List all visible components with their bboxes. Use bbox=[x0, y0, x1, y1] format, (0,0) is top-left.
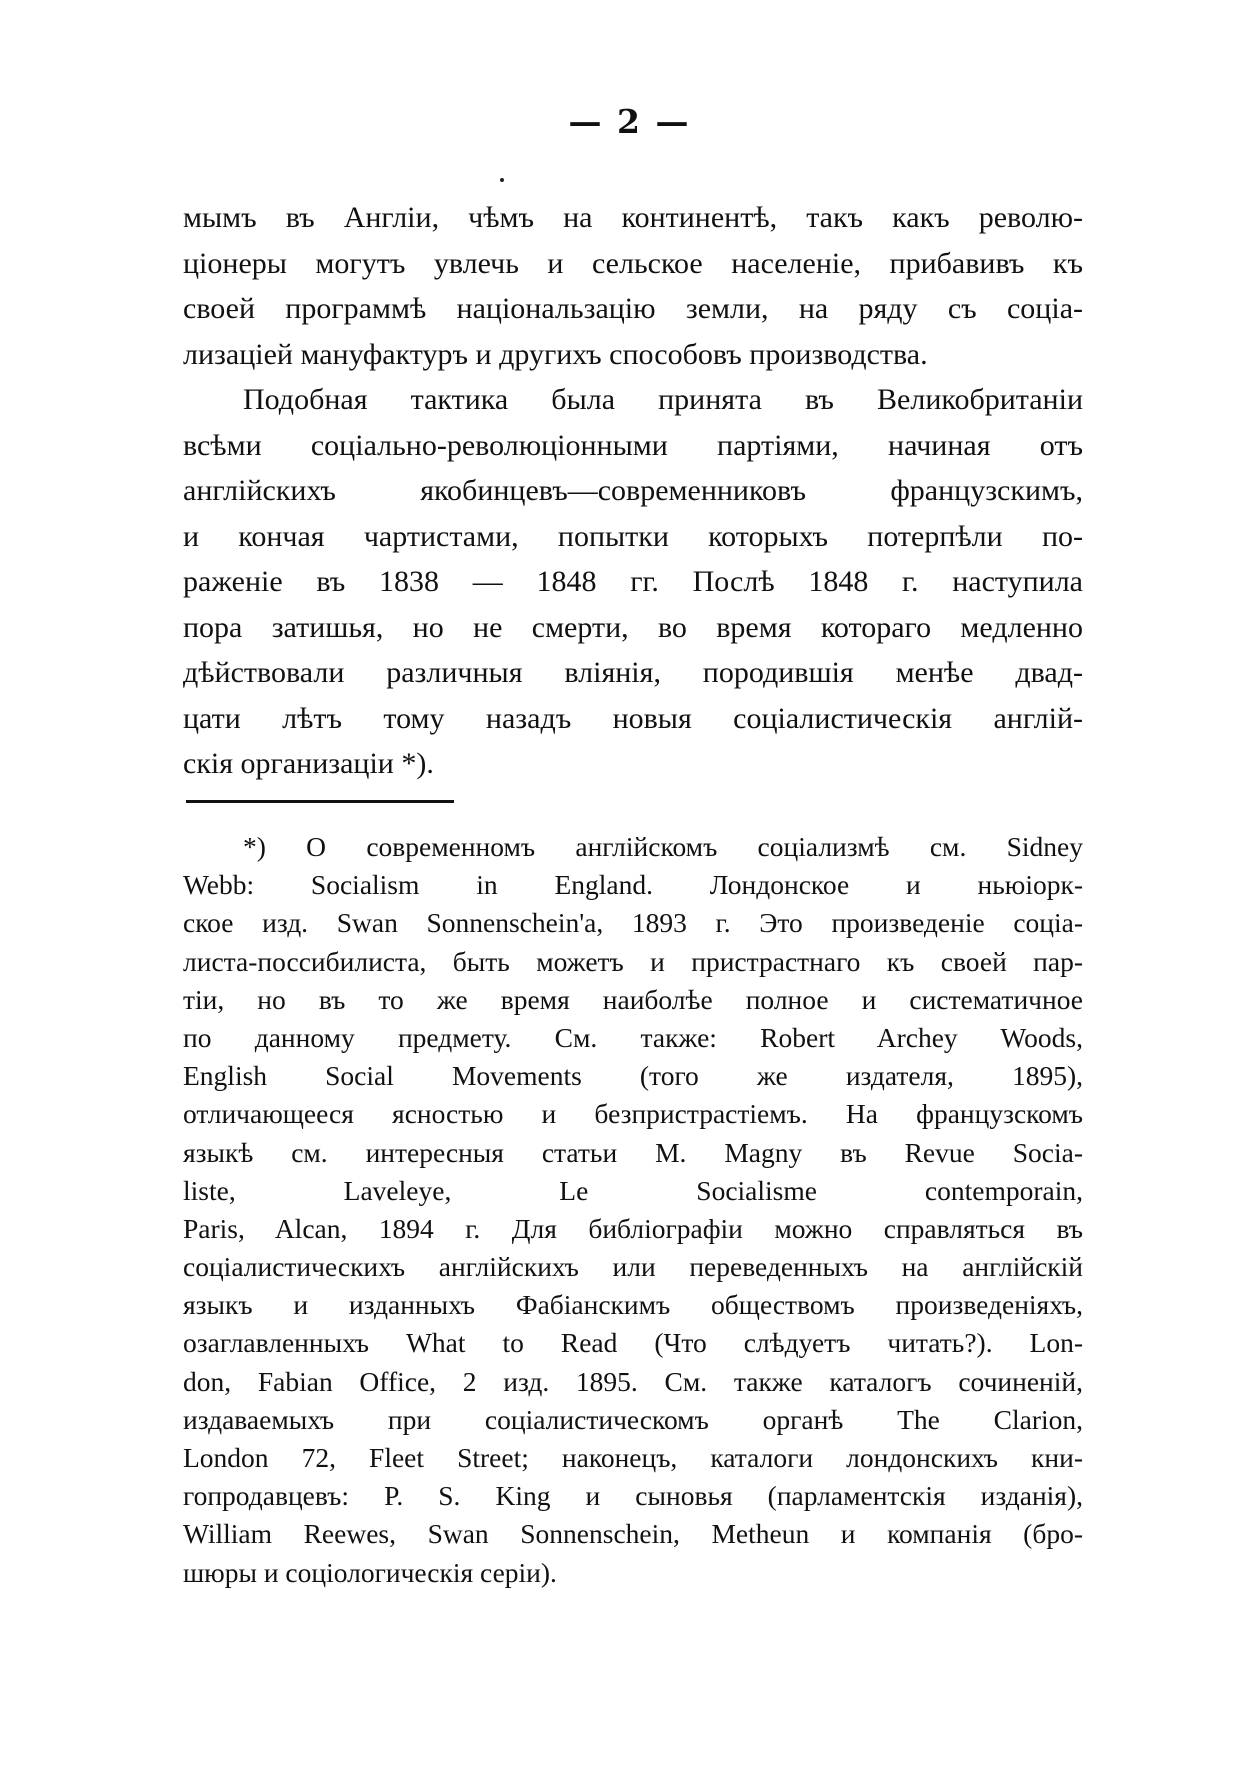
footnote-line: liste, Laveleye, Le Socialisme contemporain, bbox=[183, 1174, 1083, 1206]
footnote-line: отличающееся ясностью и безпристрастіемъ. На французскомъ bbox=[183, 1098, 1083, 1130]
page-number: — 2 — bbox=[568, 102, 691, 141]
main-text-line: ціонеры могутъ увлечь и сельское населеніе, прибавивъ къ bbox=[183, 246, 1083, 280]
footnote-line: языкъ и изданныхъ Фабіанскимъ обществомъ произведеніяхъ, bbox=[183, 1289, 1083, 1321]
footnote-line: Webb: Socialism in England. Лондонское и ньюіорк- bbox=[183, 869, 1083, 901]
footnote-line: языкѣ см. интересныя статьи M. Magny въ Revue Socia- bbox=[183, 1136, 1083, 1168]
main-text-line: пора затишья, но не смерти, во время котораго медленно bbox=[183, 610, 1083, 644]
print-speck bbox=[500, 178, 504, 182]
main-text-line: Подобная тактика была принята въ Великобританіи bbox=[243, 383, 1083, 416]
main-text-line: всѣми соціально-революціонными партіями, начиная отъ bbox=[183, 428, 1083, 462]
main-text bbox=[183, 195, 1083, 787]
main-text-line: раженіе въ 1838 — 1848 гг. Послѣ 1848 г. наступила bbox=[183, 565, 1083, 598]
main-text-line: мымъ въ Англіи, чѣмъ на континентѣ, такъ какъ револю- bbox=[183, 201, 1083, 234]
footnote-line: тіи, но въ то же время наиболѣе полное и систематичное bbox=[183, 983, 1083, 1015]
main-text-line: англійскихъ якобинцевъ—современниковъ французскимъ, bbox=[183, 474, 1083, 507]
footnote-line: Paris, Alcan, 1894 г. Для библіографіи можно справляться въ bbox=[183, 1212, 1083, 1244]
footnote-line: William Reewes, Swan Sonnenschein, Metheun и компанія (бро- bbox=[183, 1518, 1083, 1550]
footnote-line: по данному предмету. См. также: Robert Archey Woods, bbox=[183, 1021, 1083, 1053]
footnote-line: ское изд. Swan Sonnenschein'а, 1893 г. Это произведеніе соціа- bbox=[183, 907, 1083, 939]
main-text-line: дѣйствовали различныя вліянія, породившія менѣе двад- bbox=[183, 656, 1083, 689]
footnote-line: English Social Movements (того же издателя, 1895), bbox=[183, 1060, 1083, 1092]
main-text-line: своей программѣ національзацію земли, на ряду съ соціа- bbox=[183, 292, 1083, 325]
footnote-line: *) О современномъ англійскомъ соціализмѣ см. Sidney bbox=[243, 831, 1083, 862]
footnote bbox=[183, 828, 1083, 1592]
footnote-line: соціалистическихъ англійскихъ или переведенныхъ на англійскій bbox=[183, 1251, 1083, 1283]
footnote-line: листа-поссибилиста, быть можетъ и пристрастнаго къ своей пар- bbox=[183, 945, 1083, 977]
footnote-line: издаваемыхъ при соціалистическомъ органѣ The Clarion, bbox=[183, 1403, 1083, 1435]
footnote-line: don, Fabian Office, 2 изд. 1895. См. также каталогъ сочиненій, bbox=[183, 1365, 1083, 1397]
footnote-line: London 72, Fleet Street; наконецъ, каталоги лондонскихъ кни- bbox=[183, 1442, 1083, 1473]
main-text-line: лизаціей мануфактуръ и другихъ способовъ производства. bbox=[183, 337, 928, 371]
main-text-line: цати лѣтъ тому назадъ новыя соціалистическія англій- bbox=[183, 701, 1083, 735]
main-text-line: и кончая чартистами, попытки которыхъ потерпѣли по- bbox=[183, 519, 1083, 553]
footnote-line: озаглавленныхъ What to Read (Что слѣдуетъ читать?). Lon- bbox=[183, 1327, 1083, 1359]
main-text-line: скія организаціи *). bbox=[183, 747, 434, 780]
footnote-line: гопродавцевъ: P. S. King и сыновья (парламентскія изданія), bbox=[183, 1480, 1083, 1512]
footnote-divider bbox=[186, 800, 454, 803]
footnote-line: шюры и соціологическія серіи). bbox=[183, 1556, 557, 1588]
